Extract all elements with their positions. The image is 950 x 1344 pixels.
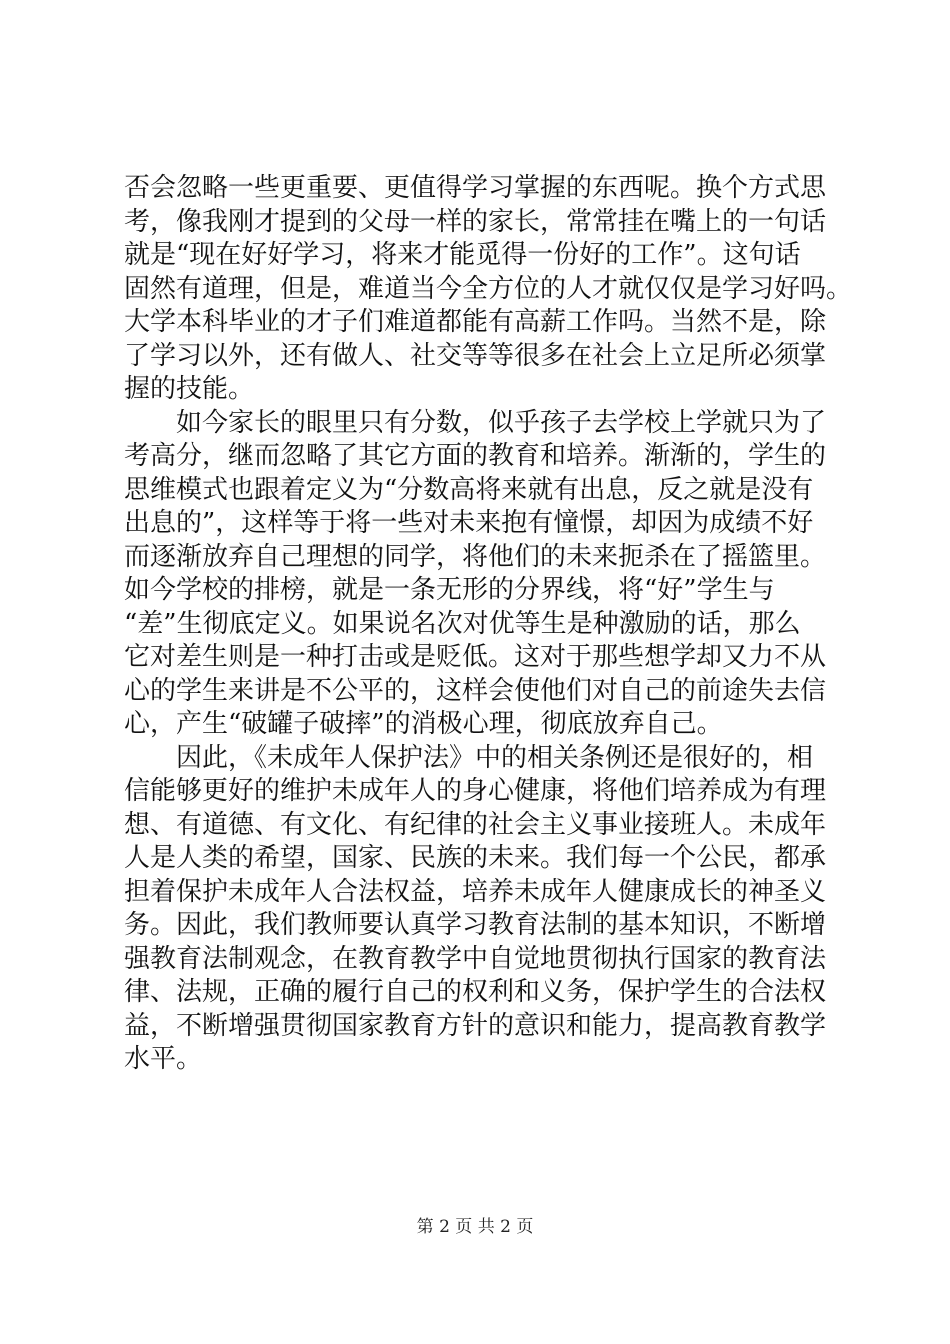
text-line: 心，产生“破罐子破摔”的消极心理，彻底放弃自己。 [124, 709, 723, 739]
text-line: 它对差生则是一种打击或是贬低。这对于那些想学却又力不从 [124, 642, 827, 672]
text-line: 益，不断增强贯彻国家教育方针的意识和能力，提高教育教学 [124, 1010, 827, 1041]
text-line: 考，像我刚才提到的父母一样的家长，常常挂在嘴上的一句话 [124, 206, 827, 237]
text-line: 大学本科毕业的才子们难道都能有高薪工作吗。当然不是，除 [124, 307, 827, 337]
text-line: 否会忽略一些更重要、更值得学习掌握的东西呢。换个方式思 [124, 173, 827, 203]
text-line: 水平。 [124, 1044, 203, 1074]
text-line: 握的技能。 [124, 374, 255, 404]
text-line: 强教育法制观念，在教育教学中自觉地贯彻执行国家的教育法 [124, 943, 827, 974]
document-body [124, 172, 864, 1077]
paragraph [124, 172, 864, 407]
text-line: 担着保护未成年人合法权益，培养未成年人健康成长的神圣义 [124, 876, 827, 907]
text-line: 律、法规，正确的履行自己的权利和义务，保护学生的合法权 [124, 977, 827, 1007]
text-line: 了学习以外，还有做人、社交等等很多在社会上立足所必须掌 [124, 340, 827, 371]
text-line: 出息的”，这样等于将一些对未来抱有憧憬，却因为成绩不好 [124, 508, 814, 538]
text-line: 信能够更好的维护未成年人的身心健康，将他们培养成为有理 [124, 776, 827, 806]
text-line: 固然有道理，但是，难道当今全方位的人才就仅仅是学习好吗。 [124, 273, 853, 304]
text-line: 如今学校的排榜，就是一条无形的分界线，将“好”学生与 [124, 575, 775, 605]
text-line: 心的学生来讲是不公平的，这样会使他们对自己的前途失去信 [124, 675, 827, 706]
text-line: 想、有道德、有文化、有纪律的社会主义事业接班人。未成年 [124, 809, 827, 840]
text-line: 思维模式也跟着定义为“分数高将来就有出息，反之就是没有 [124, 474, 814, 505]
page-footer: 第 2 页 共 2 页 [416, 1217, 534, 1237]
paragraph [124, 742, 864, 1077]
text-line: 因此，《未成年人保护法》中的相关条例还是很好的，相 [124, 742, 814, 773]
paragraph [124, 407, 864, 742]
text-line: 人是人类的希望，国家、民族的未来。我们每一个公民，都承 [124, 843, 827, 873]
text-line: 就是“现在好好学习，将来才能觅得一份好的工作”。这句话 [124, 240, 801, 270]
text-line: 考高分，继而忽略了其它方面的教育和培养。渐渐的，学生的 [124, 441, 827, 471]
text-line: 如今家长的眼里只有分数，似乎孩子去学校上学就只为了 [124, 407, 827, 438]
text-line: 而逐渐放弃自己理想的同学，将他们的未来扼杀在了摇篮里。 [124, 541, 827, 572]
text-line: 务。因此，我们教师要认真学习教育法制的基本知识，不断增 [124, 910, 827, 940]
text-line: “差”生彻底定义。如果说名次对优等生是种激励的话，那么 [124, 608, 801, 639]
